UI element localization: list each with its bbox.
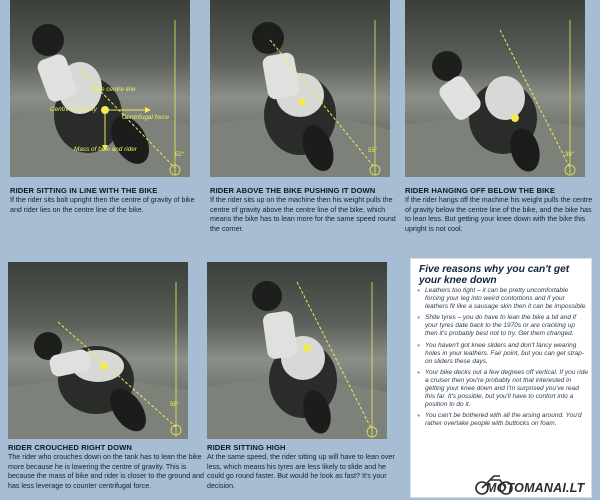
angle-label: 38° [565,152,575,158]
list-item: ● Your bike decks out a few degrees off vertical. If you ride a cruiser then you're probably not that interested in getting your knee down and I'm surprised you've read this far. It's possible, but you'll have to contort into a position to do it. [417,369,589,409]
list-item: ● Shite tyres – you do have to lean the bike a bit and if your tyres date back to the 1970s or are cracking up then it's probably best not to try. Get them changed. [417,314,589,338]
panel-5-title: RIDER SITTING HIGH [207,443,286,452]
annotation-mass: Mass of bike and rider [74,146,137,153]
panel-5-illustration [207,262,387,439]
panel-5-text: At the same speed, the rider sitting up will have to lean over less, which means his tyres are less likely to slide and he could go round faster. But would he look as fast? It's your decision. [207,453,395,490]
watermark [466,473,600,499]
panel-3-illustration [405,0,585,177]
panel-3-title: RIDER HANGING OFF BELOW THE BIKE [405,186,556,195]
panel-2-title: RIDER ABOVE THE BIKE PUSHING IT DOWN [210,186,376,195]
annotation-bike-centre-line: Bike centre line [92,86,136,93]
list-item: ● You can't be bothered with all the arsing around. You'd rather overtake people with buttocks on foam. [417,412,589,428]
angle-label: 55° [368,148,378,154]
sidebar-box [410,258,592,498]
reasons-list [417,287,589,432]
list-item: ● Leathers too tight – it can be pretty uncomfortable forcing your leg into weird contortions and if your leathers fit like a sausage skin then it can be impossible. [417,287,589,311]
angle-label: 52° [175,152,185,158]
panel-1-text: If the rider sits bolt upright then the centre of gravity of bike and rider lies on the centre line of the bike. [10,196,195,214]
watermark-text: MOTOMANAI.LT [486,481,585,495]
panel-4-illustration [8,262,188,439]
annotation-centre-of-gravity: Centre of gravity [50,106,97,113]
panel-4-text: The rider who crouches down on the tank has to lean the bike more because he is lowering the centre of gravity. This is because the mass of bike and rider is closer to the ground and has less leverage to counter centrifugal force. [8,453,204,490]
panel-2-photo [210,0,390,177]
panel-4-photo [8,262,188,439]
panel-5-photo [207,262,387,439]
panel-4-title: RIDER CROUCHED RIGHT DOWN [8,443,132,452]
sidebar-title: Five reasons why you can't get your knee down [419,264,570,286]
angle-label: 58° [170,402,180,408]
panel-1-title: RIDER SITTING IN LINE WITH THE BIKE [10,186,158,195]
list-item: ● You haven't got knee sliders and don't fancy wearing holes in your leathers. Fair point, but you can get strap-on sliders these days. [417,342,589,366]
panel-2-illustration [210,0,390,177]
panel-2-text: If the rider sits up on the machine then his weight pulls the centre of gravity above the centre line of the bike, which means the bike has to lean more for the same speed round the corner. [210,196,396,233]
panel-3-text: If the rider hangs off the machine his weight pulls the centre of gravity below the centre line of the bike, and the bike has to lean less. But getting your knee down with the bike this upright is not cool. [405,196,593,233]
panel-1-photo [10,0,190,177]
panel-3-photo [405,0,585,177]
annotation-centrifugal-force: Centrifugal force [122,114,169,121]
